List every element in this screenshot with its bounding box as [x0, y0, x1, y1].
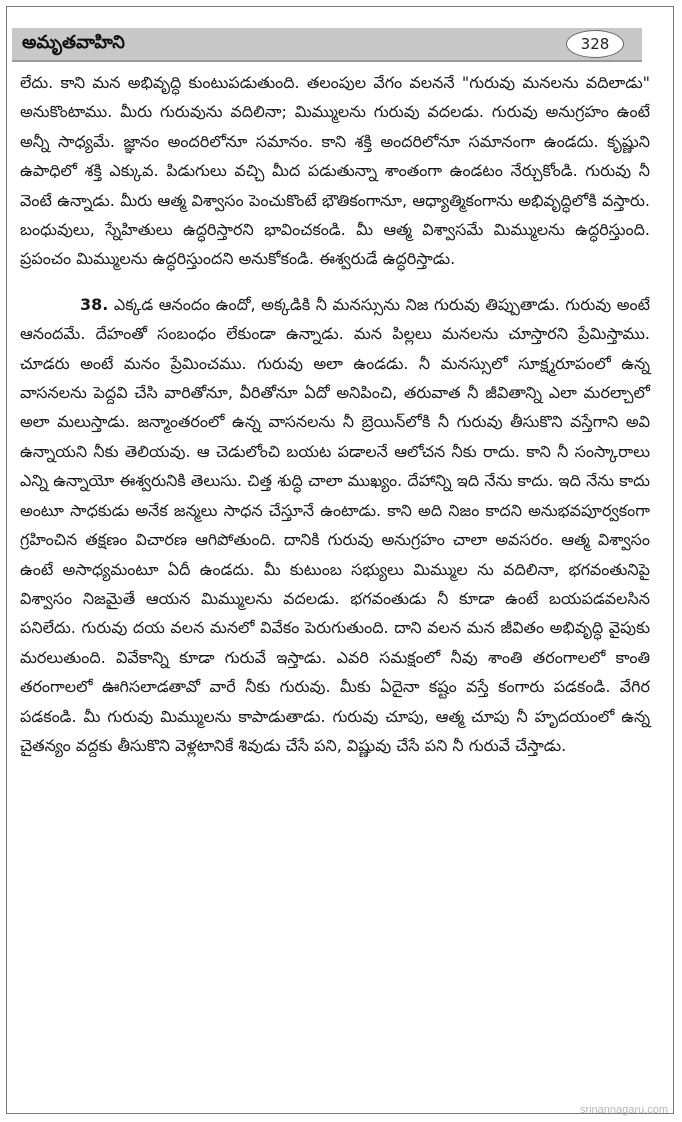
watermark: srinannagaru.com — [579, 1104, 668, 1116]
page-number-badge: 328 — [566, 30, 624, 58]
paragraph-1-text: లేదు. కాని మన అభివృద్ధి కుంటుపడుతుంది. తలంపుల వేగం వలననే "గురువు మనలను వదిలాడు" అనుకొంటాము. మీరు గురువును వదిలినా; మిమ్ములను గురువు వదలడు. గురువు అనుగ్రహం ఉంటే అన్నీ సాధ్యమే. జ్ఞానం అందరిలోనూ సమానం. కాని శక్తి అందరిలోనూ సమానంగా ఉండదు. కృష్ణుని ఉపాధిలో శక్తి ఎక్కువ. పిడుగులు వచ్చి మీద పడుతున్నా శాంతంగా ఉండటం నేర్చుకోండి. గురువు నీ వెంటే ఉన్నాడు. మీరు ఆత్మ విశ్వాసం పెంచుకొంటే భౌతికంగానూ, ఆధ్యాత్మికంగాను అభివృద్ధిలోకి వస్తారు. బంధువులు, స్నేహితులు ఉద్ధరిస్తారని భావించకండి. మీ ఆత్మ విశ్వాసమే మిమ్ములను ఉద్ధరిస్తుంది. ప్రపంచం మిమ్ములను ఉద్ధరిస్తుందని అనుకోకండి. ఈశ్వరుడే ఉద్ధరిస్తాడు. — [20, 73, 650, 269]
paragraph-1 — [20, 68, 650, 274]
paragraph-38-text: ఎక్కడ ఆనందం ఉందో, అక్కడికి నీ మనస్సును నిజ గురువు తిప్పుతాడు. గురువు అంటే ఆనందమే. దేహంతో సంబంధం లేకుండా ఉన్నాడు. మన పిల్లలు మనలను చూస్తారని ప్రేమిస్తాము. చూడరు అంటే మనం ప్రేమించము. గురువు అలా ఉండడు. నీ మనస్సులో సూక్ష్మరూపంలో ఉన్న వాసనలను పెద్దవి చేసి వారితోనూ, వీరితోనూ ఏదో అనిపించి, తరువాత నీ జీవితాన్ని ఎలా మరల్చాలో అలా మలుస్తాడు. జన్మాంతరంలో ఉన్న వాసనలను నీ బ్రెయిన్‌లోకి నీ గురువు తీసుకొని వస్తేగాని అవి ఉన్నాయని నీకు తెలియవు. ఆ చెడులోంచి బయట పడాలనే ఆలోచన నీకు రాదు. కాని నీ సంస్కారాలు ఎన్ని ఉన్నాయో ఈశ్వరునికి తెలుసు. చిత్త శుద్ధి చాలా ముఖ్యం. దేహాన్ని ఇది నేను కాదు. ఇది నేను కాదు అంటూ సాధకుడు అనేక జన్మలు సాధన చేస్తూనే ఉంటాడు. కాని అది నిజం కాదని అనుభవపూర్వకంగా గ్రహించిన తక్షణం విచారణ ఆగిపోతుంది. దానికి గురువు అనుగ్రహం చాలా అవసరం. ఆత్మ విశ్వాసం ఉంటే అసాధ్యమంటూ ఏదీ ఉండదు. మీ కుటుంబ సభ్యులు మిమ్ముల ను వదిలినా, భగవంతునిపై విశ్వాసం నిజమైతే ఆయన మిమ్ములను వదలడు. భగవంతుడు నీ కూడా ఉంటే బయపడవలసిన పనిలేదు. గురువు దయ వలన మనలో వివేకం పెరుగుతుంది. దాని వలన మన జీవితం అభివృద్ధి వైపుకు మరలుతుంది. వివేకాన్ని కూడా గురువే ఇస్తాడు. ఎవరి సమక్షంలో నీవు శాంతి తరంగాలలో కాంతి తరంగాలలో ఊగిసలాడతావో వారే నీకు గురువు. మీకు ఏదైనా కష్టం వస్తే కంగారు పడకండి. వేగిర పడకండి. మీ గురువు మిమ్ములను కాపాడుతాడు. గురువు చూపు, ఆత్మ చూపు నీ హృదయంలో ఉన్న చైతన్యం వద్దకు తీసుకొని వెళ్లటానికే శివుడు చేసే పని, విష్ణువు చేసే పని నీ గురువే చేస్తాడు. — [20, 294, 650, 755]
page-content — [20, 68, 650, 760]
paragraph-38 — [20, 290, 650, 761]
book-title: అమృతవాహిని — [22, 32, 125, 53]
paragraph-number: 38. — [80, 294, 109, 314]
page-header — [12, 28, 642, 62]
